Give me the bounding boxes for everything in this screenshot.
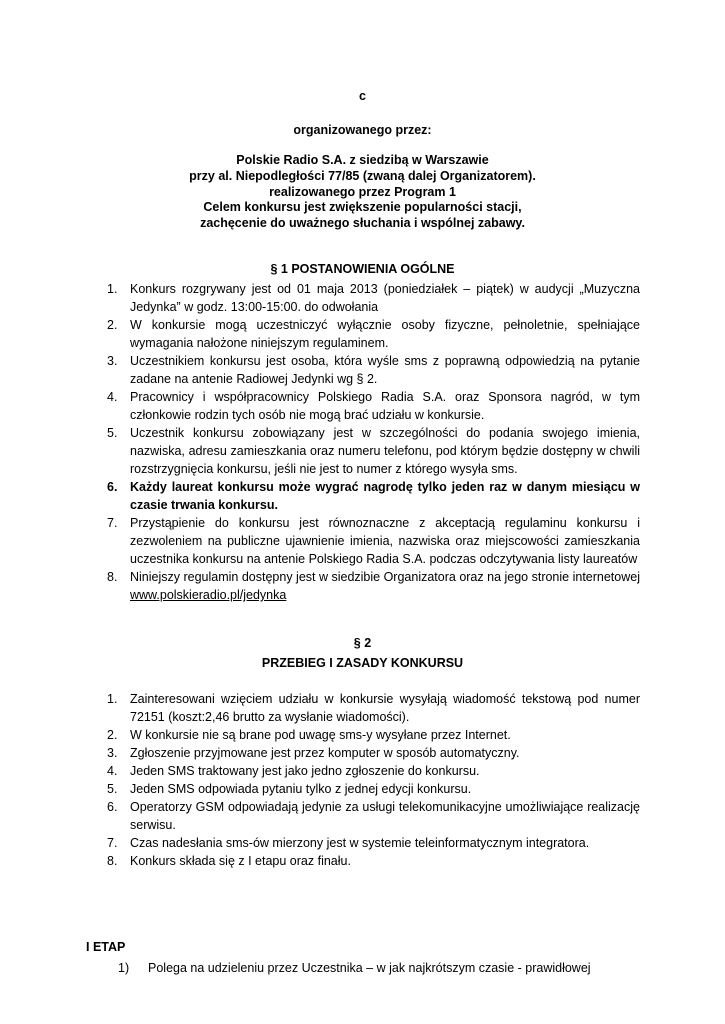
organized-by-heading: organizowanego przez: — [293, 123, 432, 137]
list-item: 7. Czas nadesłania sms-ów mierzony jest w systemie teleinformatycznym integratora. — [107, 836, 590, 850]
org-line: Polskie Radio S.A. z siedzibą w Warszawie — [236, 153, 489, 167]
list-item: 1. Zainteresowani wzięciem udziału w konkursie wysyłają wiadomość tekstową pod numer 72151 (koszt:2,46 brutto za wysłanie wiadomości). — [107, 692, 640, 724]
section1-title: § 1 POSTANOWIENIA OGÓLNE — [270, 262, 455, 276]
org-line: przy al. Niepodległości 77/85 (zwaną dalej Organizatorem). — [189, 169, 536, 183]
list-item: 8. Niniejszy regulamin dostępny jest w siedzibie Organizatora oraz na jego stronie internetowej www.polskieradio.pl/jedynka — [107, 570, 640, 602]
org-line: realizowanego przez Program 1 — [269, 185, 456, 199]
header-line-c: c — [359, 89, 366, 103]
list-item-bold: 6. Każdy laureat konkursu może wygrać nagrodę tylko jeden raz w danym miesiącu w czasie trwania konkursu. — [107, 480, 640, 512]
list-item: 3. Zgłoszenie przyjmowane jest przez komputer w sposób automatyczny. — [107, 746, 520, 760]
etap1-item: 1) Polega na udzieleniu przez Uczestnika – w jak najkrótszym czasie - prawidłowej — [118, 961, 591, 975]
list-item: 2. W konkursie mogą uczestniczyć wyłącznie osoby fizyczne, pełnoletnie, spełniające wymagania nałożone niniejszym regulaminem. — [107, 318, 640, 350]
org-line: zachęcenie do uważnego słuchania i wspólnej zabawy. — [200, 216, 525, 230]
list-item: 7. Przystąpienie do konkursu jest równoznaczne z akceptacją regulaminu konkursu i zezwoleniem na publiczne ujawnienie imienia, nazwiska oraz miejscowości zamieszkania uczestnika konkursu na antenie Polskiego Radia S.A. podczas odczytywania listy laureatów — [107, 516, 640, 566]
list-item: 5. Jeden SMS odpowiada pytaniu tylko z jednej edycji konkursu. — [107, 782, 472, 796]
section2-list — [107, 690, 640, 870]
list-item: 4. Jeden SMS traktowany jest jako jedno zgłoszenie do konkursu. — [107, 764, 480, 778]
section2-title: PRZEBIEG I ZASADY KONKURSU — [261, 656, 464, 670]
list-item: 3. Uczestnikiem konkursu jest osoba, która wyśle sms z poprawną odpowiedzią na pytanie zadane na antenie Radiowej Jedynki wg § 2. — [107, 354, 640, 386]
list-item: 2. W konkursie nie są brane pod uwagę sms-y wysyłane przez Internet. — [107, 728, 511, 742]
section1-list — [107, 280, 640, 604]
website-link[interactable]: www.polskieradio.pl/jedynka — [130, 588, 287, 602]
list-item: 5. Uczestnik konkursu zobowiązany jest w szczególności do podania swojego imienia, nazwiska, adresu zamieszkania oraz numeru telefonu, pod którym będzie dostępny w chwili rozstrzygnięcia konkursu, jeśli nie jest to numer z którego wysyła sms. — [107, 426, 640, 476]
list-item: 1. Konkurs rozgrywany jest od 01 maja 2013 (poniedziałek – piątek) w audycji „Muzyczna Jedynka” w godz. 13:00-15:00. do odwołania — [107, 282, 640, 314]
section2-sign: § 2 — [353, 636, 372, 650]
org-line: Celem konkursu jest zwiększenie popularności stacji, — [203, 200, 522, 214]
etap1-heading: I ETAP — [86, 940, 126, 954]
list-item: 8. Konkurs składa się z I etapu oraz finału. — [107, 854, 351, 868]
list-item: 6. Operatorzy GSM odpowiadają jedynie za usługi telekomunikacyjne umożliwiające realizację serwisu. — [107, 800, 640, 832]
list-item: 4. Pracownicy i współpracownicy Polskiego Radia S.A. oraz Sponsora nagród, w tym członkowie rodzin tych osób nie mogą brać udziału w konkursie. — [107, 390, 640, 422]
